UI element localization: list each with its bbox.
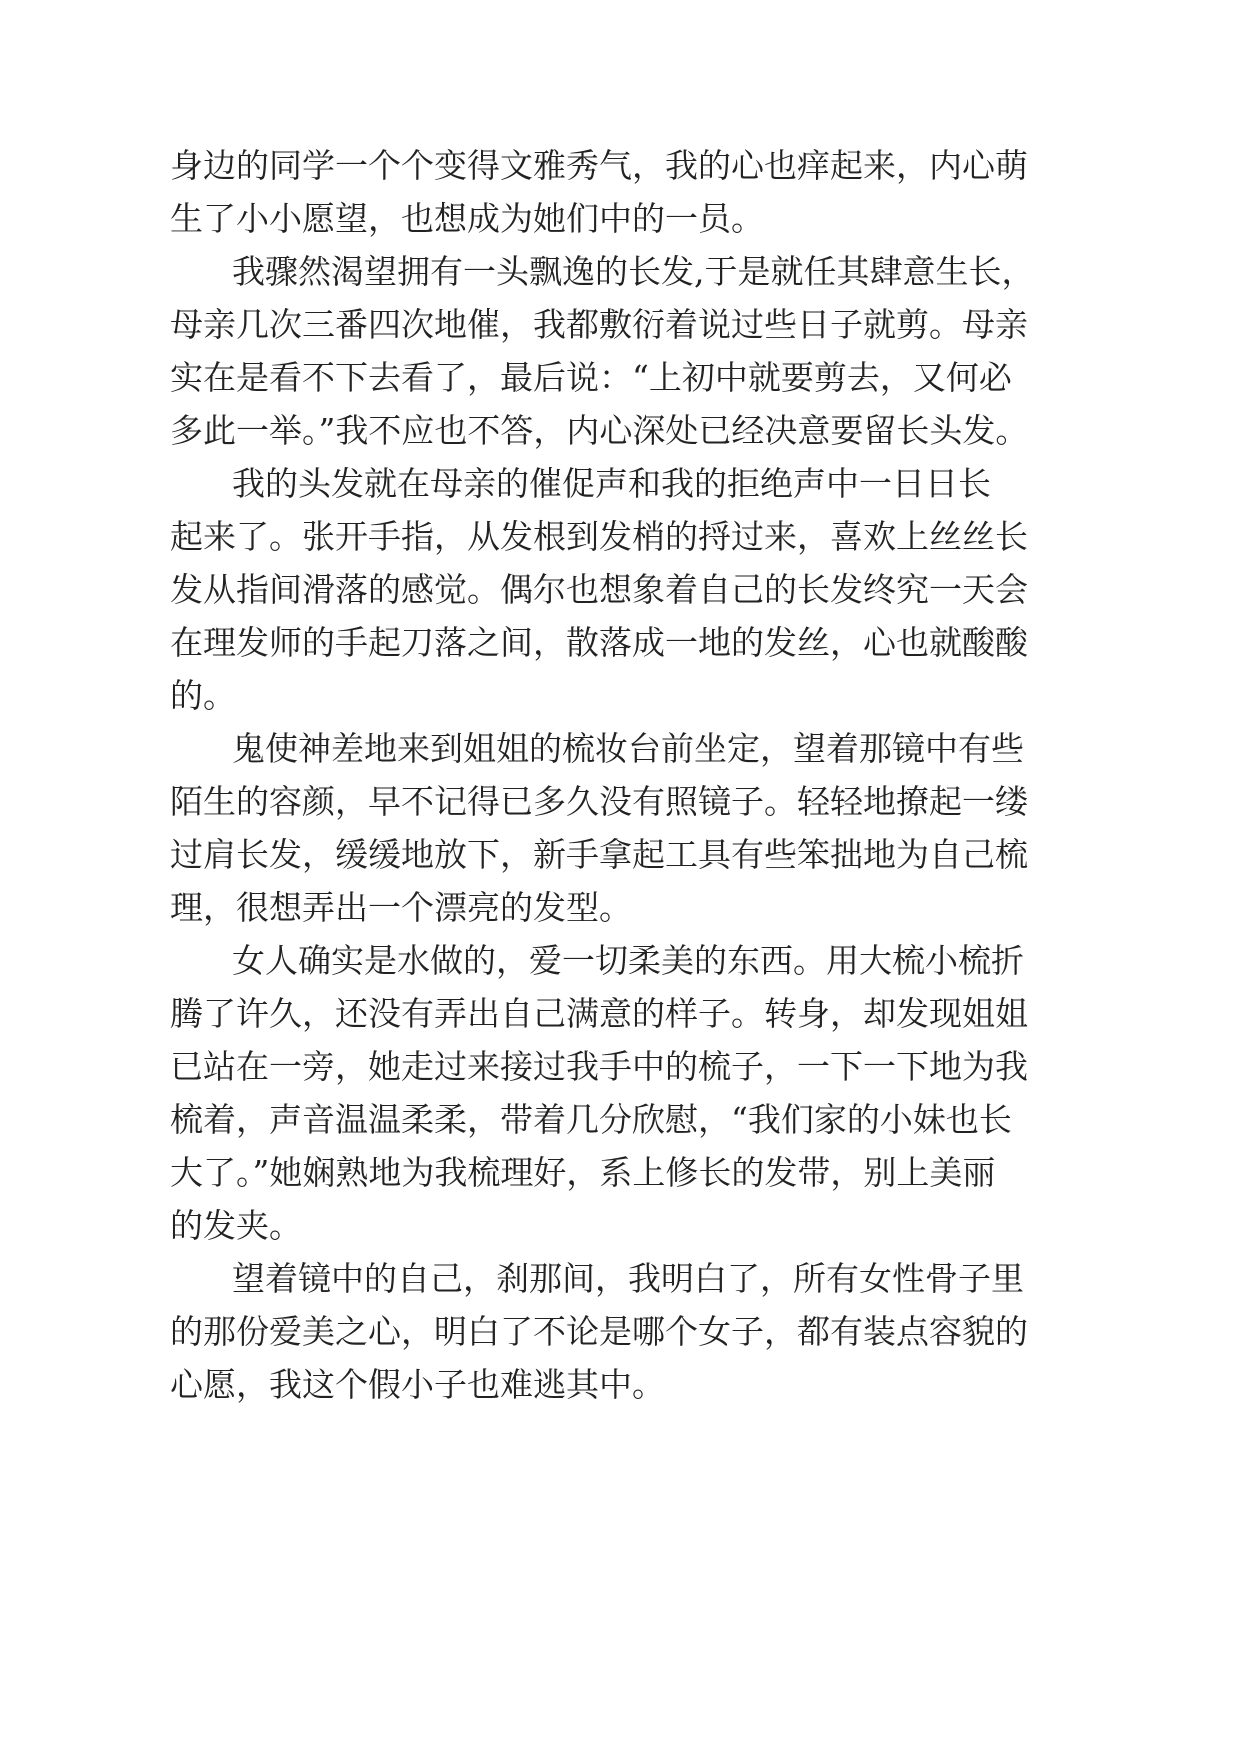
text-line: 我的头发就在母亲的催促声和我的拒绝声中一日日长 xyxy=(232,464,991,503)
text-line: 的发夹。 xyxy=(170,1206,302,1245)
text-line: 我骤然渴望拥有一头飘逸的长发,于是就任其肆意生长， xyxy=(232,252,1035,291)
text-line: 已站在一旁，她走过来接过我手中的梳子，一下一下地为我 xyxy=(170,1047,1028,1086)
text-line: 女人确实是水做的，爱一切柔美的东西。用大梳小梳折 xyxy=(232,941,1024,980)
text-line: 过肩长发，缓缓地放下，新手拿起工具有些笨拙地为自己梳 xyxy=(170,835,1028,874)
text-line: 多此一举。”我不应也不答，内心深处已经决意要留长头发。 xyxy=(170,411,1029,450)
text-line: 实在是看不下去看了，最后说：“上初中就要剪去，又何必 xyxy=(170,358,1012,397)
text-line: 陌生的容颜，早不记得已多久没有照镜子。轻轻地撩起一缕 xyxy=(170,782,1028,821)
text-line: 发从指间滑落的感觉。偶尔也想象着自己的长发终究一天会 xyxy=(170,570,1028,609)
text-line: 鬼使神差地来到姐姐的梳妆台前坐定，望着那镜中有些 xyxy=(232,729,1024,768)
text-line: 心愿，我这个假小子也难逃其中。 xyxy=(170,1365,665,1404)
text-line: 理，很想弄出一个漂亮的发型。 xyxy=(170,888,632,927)
text-line: 母亲几次三番四次地催，我都敷衍着说过些日子就剪。母亲 xyxy=(170,305,1028,344)
text-line: 腾了许久，还没有弄出自己满意的样子。转身，却发现姐姐 xyxy=(170,994,1028,1033)
text-line: 的。 xyxy=(170,676,236,715)
text-line: 梳着，声音温温柔柔，带着几分欣慰，“我们家的小妹也长 xyxy=(170,1100,1012,1139)
text-line: 身边的同学一个个变得文雅秀气，我的心也痒起来，内心萌 xyxy=(170,146,1028,185)
text-line: 的那份爱美之心，明白了不论是哪个女子，都有装点容貌的 xyxy=(170,1312,1028,1351)
text-line: 在理发师的手起刀落之间，散落成一地的发丝，心也就酸酸 xyxy=(170,623,1028,662)
text-line: 起来了。张开手指，从发根到发梢的捋过来，喜欢上丝丝长 xyxy=(170,517,1028,556)
text-line: 生了小小愿望，也想成为她们中的一员。 xyxy=(170,199,764,238)
text-line: 大了。”她娴熟地为我梳理好，系上修长的发带，别上美丽 xyxy=(170,1153,996,1192)
text-line: 望着镜中的自己，刹那间，我明白了，所有女性骨子里 xyxy=(232,1259,1024,1298)
